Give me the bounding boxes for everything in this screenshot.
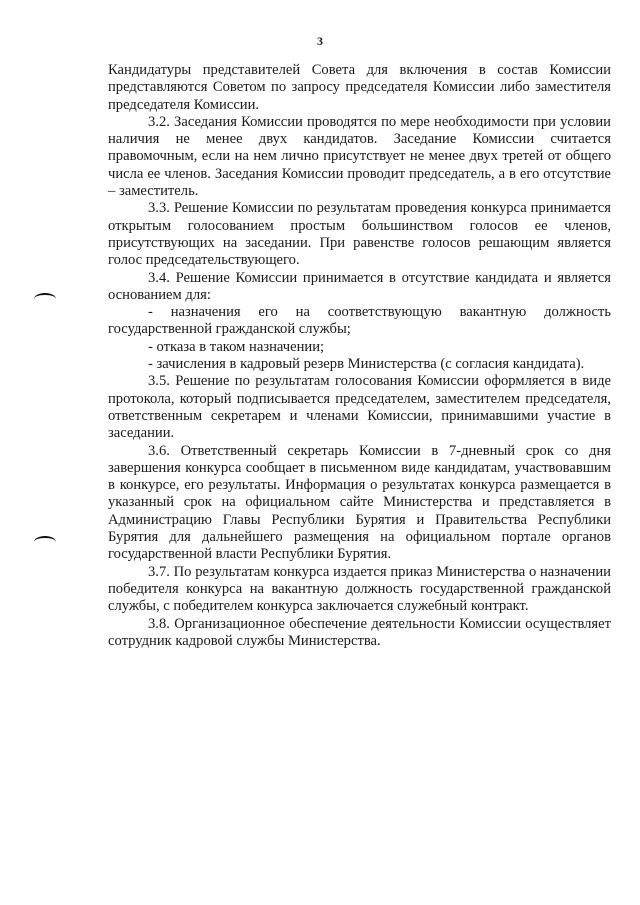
list-item-reserve: - зачисления в кадровый резерв Министерства (с согласия кандидата).: [148, 356, 585, 373]
binding-hole-mark: [34, 293, 56, 305]
page-number: 3: [317, 34, 323, 48]
list-item-appointment: - назначения его на соответствующую вакантную должность государственной гражданской службы;: [108, 304, 611, 338]
paragraph-3-4: 3.4. Решение Комиссии принимается в отсутствие кандидата и является основанием для:: [108, 269, 611, 303]
paragraph-3-5: 3.5. Решение по результатам голосования Комиссии оформляется в виде протокола, который подписывается председателем, заместителем председателя, ответственным секретарем и членами Комиссии, принимавшими участие в заседании.: [108, 373, 611, 442]
paragraph-3-6: 3.6. Ответственный секретарь Комиссии в 7-дневный срок со дня завершения конкурса сообщает в письменном виде кандидатам, участвовавшим в конкурсе, его результаты. Информация о результатах конкурса размещается в указанный срок на официальном сайте Министерства и представляется в Администрацию Главы Республики Бурятия и Правительства Республики Бурятия для дальнейшего размещения на официальном портале органов государственной власти Республики Бурятия.: [108, 442, 611, 563]
binding-hole-mark: [34, 536, 56, 548]
list-item-refusal: - отказа в таком назначении;: [148, 338, 325, 355]
paragraph-candidates-council: Кандидатуры представителей Совета для включения в состав Комиссии представляются Советом по запросу председателя Комиссии либо заместителя председателя Комиссии.: [108, 62, 611, 113]
paragraph-3-7: 3.7. По результатам конкурса издается приказ Министерства о назначении победителя конкурса на вакантную должность государственной гражданской службы, с победителем конкурса заключается служебный контракт.: [108, 563, 611, 615]
paragraph-3-8: 3.8. Организационное обеспечение деятельности Комиссии осуществляет сотрудник кадровой службы Министерства.: [108, 615, 611, 649]
document-body: [108, 62, 611, 650]
paragraph-3-2: 3.2. Заседания Комиссии проводятся по мере необходимости при условии наличия не менее двух кандидатов. Заседание Комиссии считается правомочным, если на нем лично присутствует не менее двух третей от общего числа ее членов. Заседания Комиссии проводит председатель, а в его отсутствие – заместитель.: [108, 113, 611, 200]
paragraph-3-3: 3.3. Решение Комиссии по результатам проведения конкурса принимается открытым голосованием простым большинством голосов ее членов, присутствующих на заседании. При равенстве голосов решающим является голос председательствующего.: [108, 200, 611, 269]
